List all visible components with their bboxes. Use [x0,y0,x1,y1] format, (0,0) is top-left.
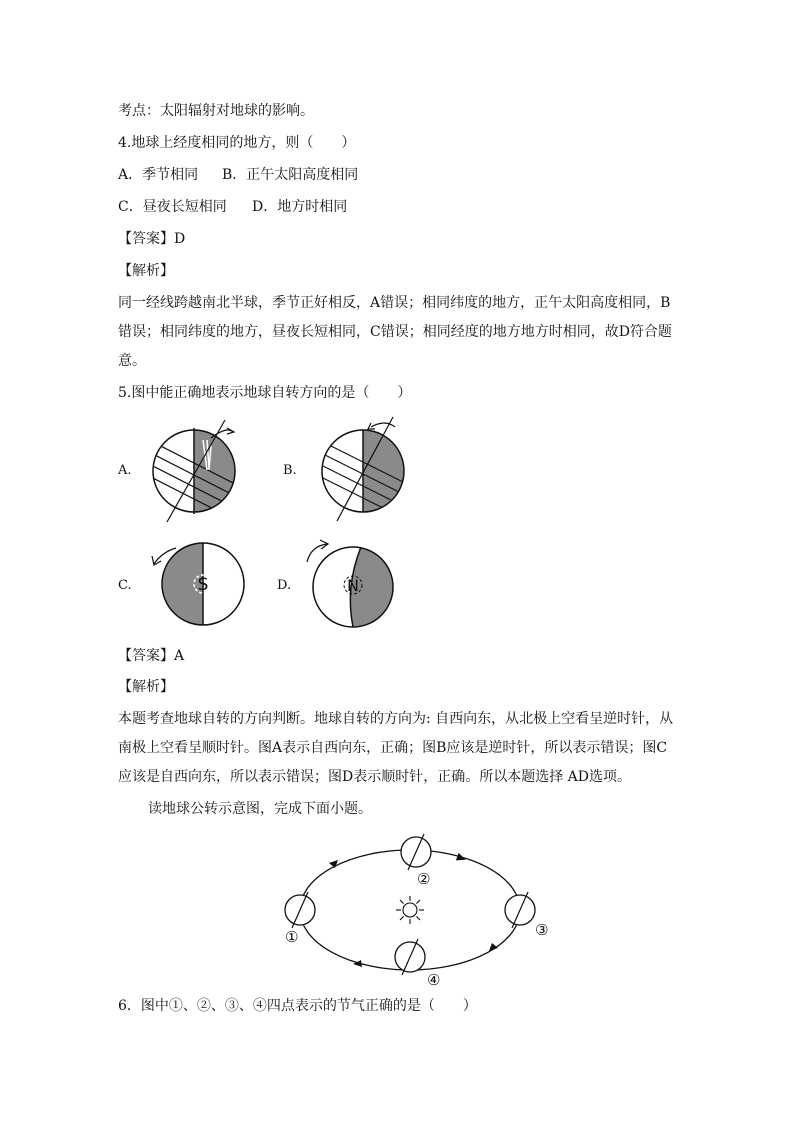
fig-c-label: C. [118,578,132,593]
earth-position-1 [285,892,315,928]
q4-answer: 【答案】D [118,231,186,247]
pole-label-s: S [197,575,209,595]
earth-position-3 [505,892,535,928]
q4-analysis-line-1: 同一经线跨越南北半球，季节正好相反，A错误；相同纬度的地方，正午太阳高度相同，B [118,295,671,311]
q5-analysis-heading: 【解析】 [118,679,174,695]
sun-icon [396,896,424,924]
q4-analysis-heading: 【解析】 [118,263,174,279]
q4-analysis-line-2: 错误；相同纬度的地方，昼夜长短相同，C错误；相同经度的地方地方时相同，故D符合题 [118,324,672,340]
intro-text: 读地球公转示意图，完成下面小题。 [148,801,372,817]
q5-stem: 5.图中能正确地表示地球自转方向的是（ ） [118,385,412,401]
q4-option-d: D．地方时相同 [252,199,348,215]
q6-stem: 6．图中①、②、③、④四点表示的节气正确的是（ ） [118,998,477,1014]
earth-position-2 [401,834,431,870]
fig-d-label: D. [277,578,292,593]
figure-a-globe [145,418,245,523]
kaodian-text: 考点：太阳辐射对地球的影响。 [118,103,314,119]
pole-label-n: N [347,576,359,595]
q5-answer: 【答案】A [118,648,185,664]
orbit-label-2: ② [417,870,431,888]
q5-analysis-line-3: 应该是自西向东，所以表示错误；图D表示顺时针，正确。所以本题选择 AD选项。 [118,769,632,785]
q4-option-a: A．季节相同 [118,167,199,183]
orbit-label-4: ④ [427,971,441,989]
figure-c-globe [140,538,250,630]
q4-option-b: B．正午太阳高度相同 [222,167,359,183]
q5-analysis-line-2: 南极上空看呈顺时针。图A表示自西向东，正确；图B应该是逆时针，所以表示错误；图C [118,740,668,756]
q4-analysis-line-3: 意。 [118,353,146,369]
figure-d-globe [303,540,408,632]
q4-option-c: C．昼夜长短相同 [118,199,227,215]
orbit-label-1: ① [285,928,299,946]
figure-b-globe [313,415,413,523]
fig-a-label: A. [118,463,132,478]
q5-analysis-line-1: 本题考查地球自转的方向判断。地球自转的方向为: 自西向东，从北极上空看呈逆时针，从 [118,711,674,727]
orbit-label-3: ③ [535,921,549,939]
fig-b-label: B. [283,463,297,478]
orbit-diagram [270,825,570,990]
q4-stem: 4.地球上经度相同的地方，则（ ） [118,135,356,151]
